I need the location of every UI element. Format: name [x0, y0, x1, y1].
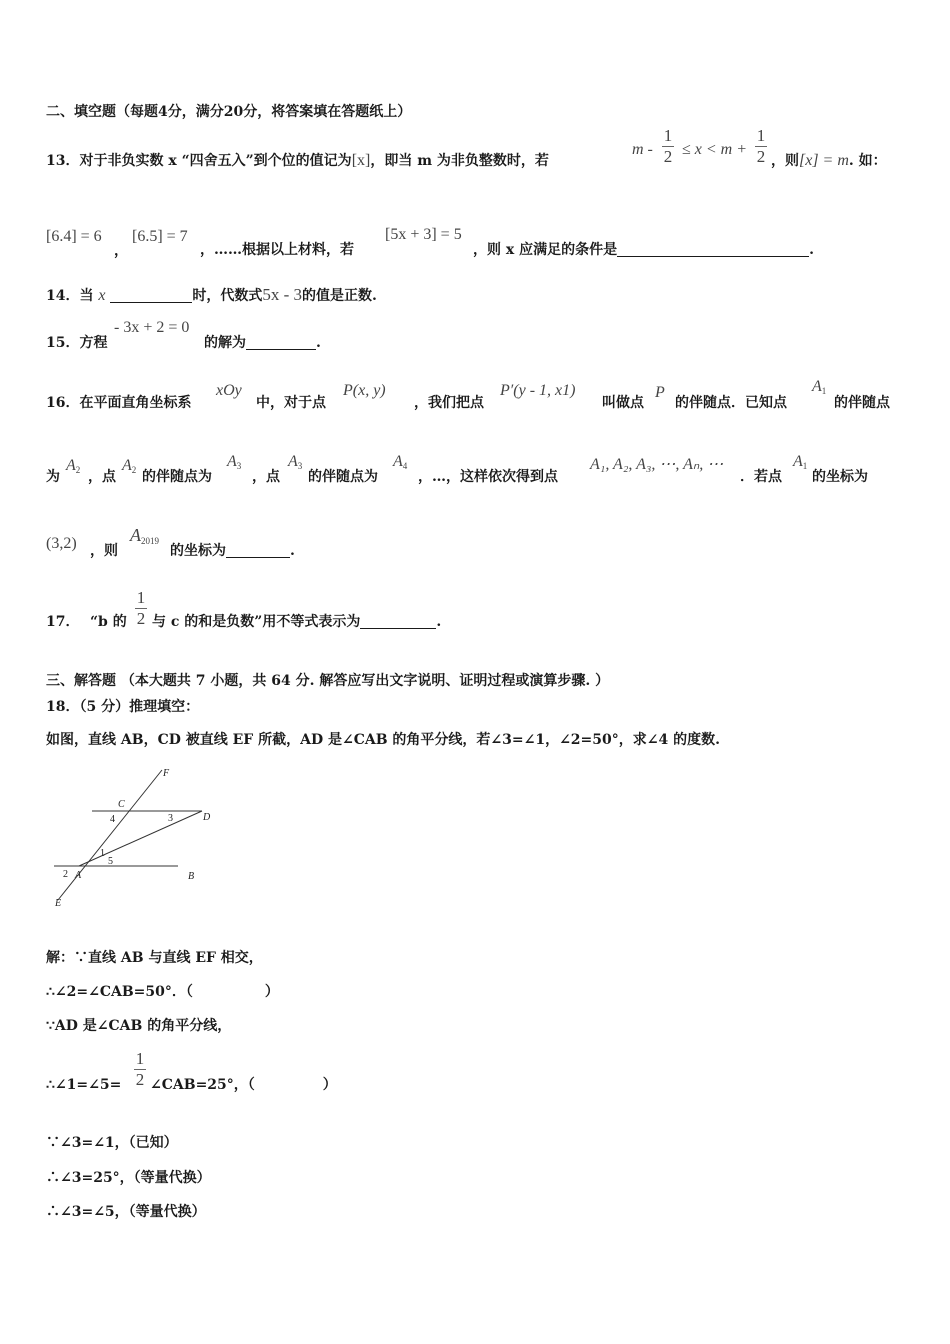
q17-fraction-half: 1 2	[136, 588, 146, 628]
q16-a4: $A_4$	[393, 453, 408, 471]
q13-fraction-half-2: 1 2	[756, 126, 766, 166]
label-C: C	[118, 799, 125, 810]
q14-number: 14．	[46, 288, 80, 304]
q15-number: 15．	[46, 335, 80, 351]
q18-solution-4b: ∠CAB=25°，（ ）	[150, 1077, 337, 1093]
q13-ineq-mid: ≤ x < m +	[682, 141, 748, 158]
q14-expression: 5x - 3	[262, 285, 303, 304]
q13-line1: 13．对于非负实数 x “四舍五入”到个位的值记为[x]，即当 m 为非负整数时，若	[46, 152, 549, 169]
q15-equation: - 3x + 2 = 0	[114, 319, 190, 336]
label-3: 3	[168, 813, 173, 824]
q14-line: 14．当 x 时，代数式5x - 3的值是正数.	[46, 285, 377, 304]
q16-sequence: A₁, A₂, A₃, ⋯, Aₙ, ⋯	[590, 456, 724, 473]
q16-a1-again: $A_1$	[793, 453, 808, 471]
q16-point-p-prime: P′(y - 1, x1)	[500, 382, 576, 399]
bracket-x: [x]	[351, 152, 371, 169]
q18-solution-1: 解：∵直线 AB 与直线 EF 相交，	[46, 950, 263, 966]
q13-answer-blank[interactable]	[617, 242, 809, 257]
q13-line1-tail: ，则[x] = m. 如：	[771, 152, 887, 169]
section-heading-fill-in: 二、填空题（每题4分，满分20分，将答案填在答题纸上）	[46, 104, 412, 120]
q13-result: [x] = m	[799, 152, 849, 169]
q18-number: 18．	[46, 699, 80, 715]
line-ad	[79, 811, 202, 866]
label-A: A	[75, 870, 82, 881]
section-heading-solutions: 三、解答题 （本大题共 7 小题，共 64 分. 解答应写出文字说明、证明过程或演算步骤. ）	[46, 673, 610, 689]
label-F: F	[163, 768, 170, 779]
label-1: 1	[100, 848, 105, 859]
label-2: 2	[63, 869, 68, 880]
q18-intro: 18．（5 分）推理填空：	[46, 699, 200, 715]
q16-number: 16．	[46, 395, 80, 411]
q13-fraction-half-1: 1 2	[663, 126, 673, 166]
q13-condition: [5x + 3] = 5	[385, 226, 462, 243]
q15-label: 15．方程	[46, 335, 108, 351]
q13-ineq-left: m -	[632, 141, 653, 158]
q16-point-p: P(x, y)	[343, 382, 386, 399]
q17-answer-blank[interactable]	[360, 614, 436, 629]
q18-solution-6: ∴∠3=25°，（等量代换）	[46, 1170, 211, 1186]
q13-number: 13．	[46, 153, 80, 169]
label-D: D	[203, 812, 211, 823]
q16-a3: $A_3$	[227, 453, 242, 471]
label-5: 5	[108, 856, 113, 867]
q16-answer-blank[interactable]	[226, 543, 290, 558]
q18-solution-7: ∴∠3=∠5，（等量代换）	[46, 1204, 206, 1220]
q16-a2-again: $A_2$	[122, 457, 137, 475]
q18-fraction-half: 1 2	[135, 1049, 145, 1089]
q16-coordinate: (3,2)	[46, 535, 77, 552]
q16-a3-again: $A_3$	[288, 453, 303, 471]
q16-a1: $A_1$	[812, 378, 827, 396]
q16-a2: $A_2$	[66, 457, 81, 475]
q13-example-1: [6.4] = 6	[46, 228, 102, 245]
q17-number: 17．	[46, 614, 80, 630]
q18-solution-5: ∵∠3=∠1，（已知）	[46, 1135, 178, 1151]
line-ef	[58, 770, 162, 900]
label-4: 4	[110, 814, 115, 825]
q16-line1: 16．在平面直角坐标系	[46, 395, 192, 411]
q16-a2019: $A_{2019}$	[130, 525, 159, 546]
geometry-figure	[46, 766, 216, 914]
q18-solution-3: ∵AD 是∠CAB 的角平分线，	[46, 1018, 232, 1034]
q14-answer-blank[interactable]	[110, 288, 192, 303]
q15-answer-blank[interactable]	[246, 335, 316, 350]
q18-problem: 如图，直线 AB，CD 被直线 EF 所截，AD 是∠CAB 的角平分线，若∠3=∠1，∠2=50°，求∠4 的度数.	[46, 732, 720, 748]
q18-solution-2: ∴∠2=∠CAB=50°．（ ）	[46, 984, 279, 1000]
label-E: E	[55, 898, 62, 909]
q16-xoy: xOy	[216, 382, 242, 399]
label-B: B	[188, 871, 195, 882]
q13-example-2: [6.5] = 7	[132, 228, 188, 245]
q18-solution-4a: ∴∠1=∠5=	[46, 1077, 122, 1093]
